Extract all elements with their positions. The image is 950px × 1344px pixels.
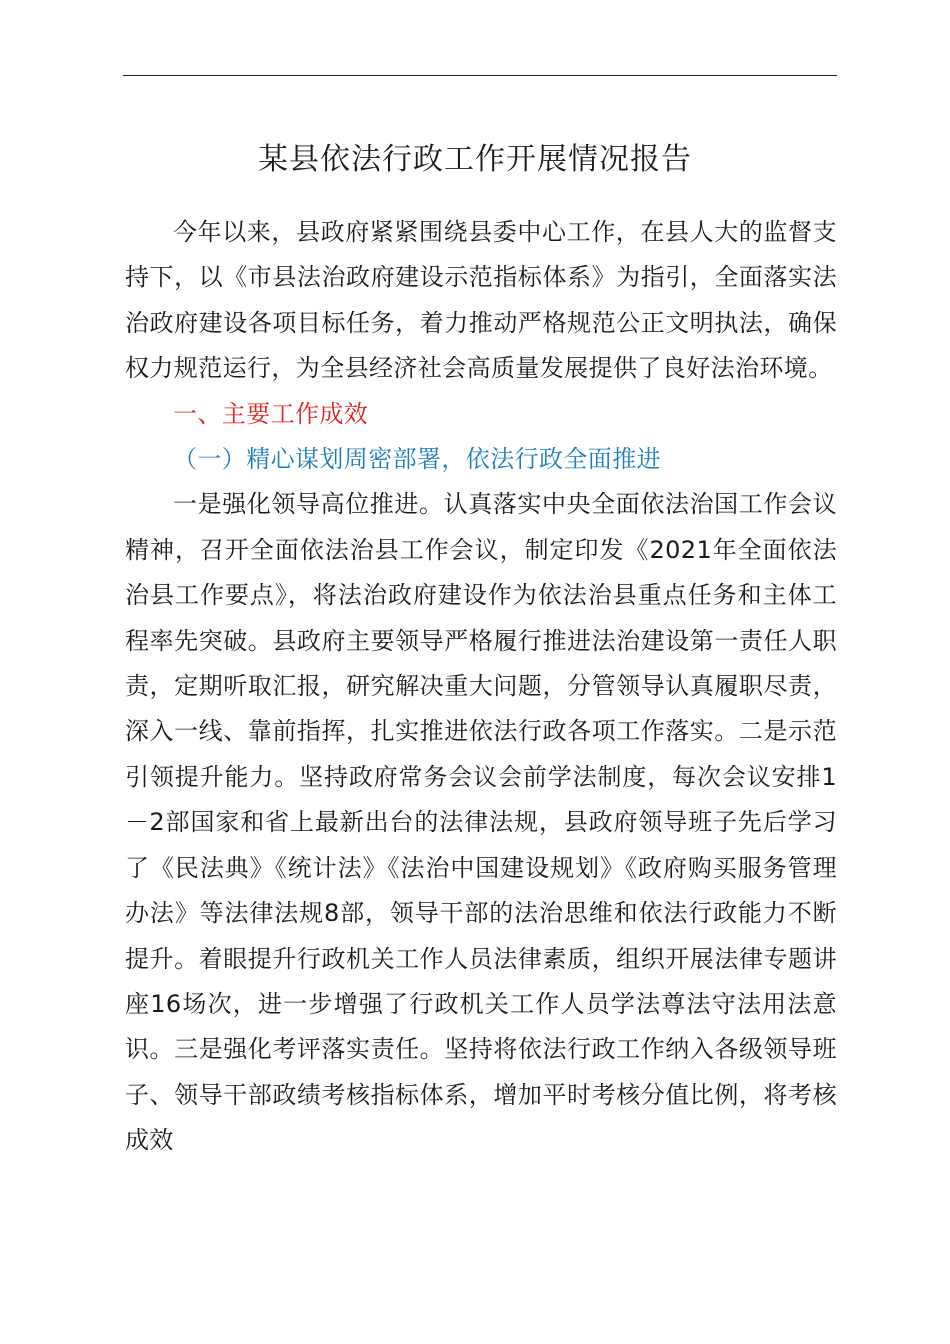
section-heading: 一、主要工作成效 (173, 399, 369, 428)
document-body (125, 210, 837, 1164)
body-paragraph: 一是强化领导高位推进。认真落实中央全面依法治国工作会议精神，召开全面依法治县工作会议，制定印发《2021年全面依法治县工作要点》，将法治政府建设作为依法治县重点任务和主体工程率先突破。县政府主要领导严格履行推进法治建设第一责任人职责，定期听取汇报，研究解决重大问题，分管领导认真履职尽责，深入一线、靠前指挥，扎实推进依法行政各项工作落实。二是示范引领提升能力。坚持政府常务会议会前学法制度，每次会议安排1－2部国家和省上最新出台的法律法规，县政府领导班子先后学习了《民法典》《统计法》《法治中国建设规划》《政府购买服务管理办法》等法律法规8部，领导干部的法治思维和依法行政能力不断提升。着眼提升行政机关工作人员法律素质，组织开展法律专题讲座16场次，进一步增强了行政机关工作人员学法尊法守法用法意识。三是强化考评落实责任。坚持将依法行政工作纳入各级领导班子、领导干部政绩考核指标体系，增加平时考核分值比例，将考核成效 (125, 490, 837, 1155)
subsection-heading: （一）精心谋划周密部署，依法行政全面推进 (173, 445, 661, 474)
document-title: 某县依法行政工作开展情况报告 (258, 142, 692, 177)
intro-paragraph: 今年以来，县政府紧紧围绕县委中心工作，在县人大的监督支持下，以《市县法治政府建设示范指标体系》为指引，全面落实法治政府建设各项目标任务，着力推动严格规范公正文明执法，确保权力规范运行，为全县经济社会高质量发展提供了良好法治环境。 (125, 218, 837, 383)
header-rule (123, 75, 837, 76)
